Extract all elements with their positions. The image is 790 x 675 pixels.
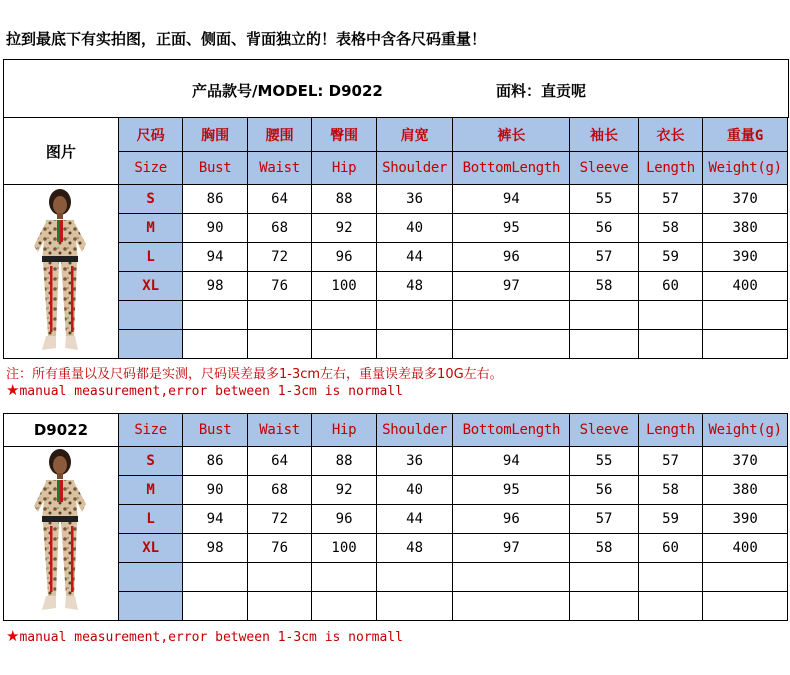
model-label: D9022: [4, 414, 119, 447]
header-cn-4: 肩宽: [376, 118, 453, 152]
size-cell: L: [118, 243, 182, 272]
value-cell: 76: [247, 272, 311, 301]
value-cell: 100: [312, 534, 376, 563]
size-table-2: [3, 413, 788, 621]
value-cell: [183, 563, 247, 592]
value-cell: [703, 592, 788, 621]
value-cell: 58: [570, 272, 639, 301]
size-cell: [118, 563, 182, 592]
header-en-0: Size: [118, 152, 182, 185]
table-row: [4, 243, 788, 272]
value-cell: 88: [312, 185, 376, 214]
header-en-1: Bust: [183, 152, 247, 185]
value-cell: 96: [312, 243, 376, 272]
header-en-3: Hip: [312, 152, 376, 185]
value-cell: 94: [453, 447, 570, 476]
value-cell: 57: [638, 447, 702, 476]
value-cell: 370: [703, 447, 788, 476]
value-cell: 94: [453, 185, 570, 214]
value-cell: 55: [570, 185, 639, 214]
value-cell: 96: [312, 505, 376, 534]
value-cell: 36: [376, 447, 453, 476]
star-icon: ★: [6, 381, 20, 399]
header2-en-1: Bust: [183, 414, 247, 447]
value-cell: 97: [453, 534, 570, 563]
table-row: [4, 476, 788, 505]
table-row: [4, 563, 788, 592]
value-cell: 68: [247, 476, 311, 505]
value-cell: [376, 592, 453, 621]
value-cell: [183, 592, 247, 621]
table-row: [4, 592, 788, 621]
value-cell: 94: [183, 505, 247, 534]
value-cell: [638, 592, 702, 621]
value-cell: 88: [312, 447, 376, 476]
value-cell: 58: [638, 214, 702, 243]
header2-en-4: Shoulder: [376, 414, 453, 447]
value-cell: 96: [453, 505, 570, 534]
value-cell: [312, 592, 376, 621]
value-cell: [453, 301, 570, 330]
value-cell: [247, 563, 311, 592]
model-number: 产品款号/MODEL: D9022: [192, 82, 383, 100]
value-cell: [453, 563, 570, 592]
value-cell: [570, 301, 639, 330]
value-cell: 98: [183, 272, 247, 301]
value-cell: 400: [703, 272, 788, 301]
header-cn-3: 臀围: [312, 118, 376, 152]
value-cell: [703, 301, 788, 330]
value-cell: 400: [703, 534, 788, 563]
value-cell: 48: [376, 272, 453, 301]
value-cell: 380: [703, 476, 788, 505]
value-cell: [183, 330, 247, 359]
value-cell: [570, 563, 639, 592]
header-en-7: Length: [638, 152, 702, 185]
value-cell: [638, 563, 702, 592]
value-cell: 64: [247, 185, 311, 214]
value-cell: 96: [453, 243, 570, 272]
value-cell: [570, 592, 639, 621]
size-table-1: [3, 117, 788, 359]
value-cell: 57: [570, 243, 639, 272]
header-cn-8: 重量G: [703, 118, 788, 152]
table-row: [4, 185, 788, 214]
value-cell: 57: [638, 185, 702, 214]
header2-en-6: Sleeve: [570, 414, 639, 447]
header-cn-5: 裤长: [453, 118, 570, 152]
value-cell: [183, 301, 247, 330]
value-cell: 380: [703, 214, 788, 243]
size-cell: XL: [118, 534, 182, 563]
value-cell: 72: [247, 505, 311, 534]
header-en-5: BottomLength: [453, 152, 570, 185]
value-cell: 98: [183, 534, 247, 563]
note-cn-text: 注：所有重量以及尺码都是实测，尺码误差最多1-3cm左右，重量误差最多10G左右。: [6, 367, 503, 382]
value-cell: [703, 330, 788, 359]
value-cell: 56: [570, 476, 639, 505]
table-row: [4, 214, 788, 243]
header-en-2: Waist: [247, 152, 311, 185]
value-cell: 60: [638, 534, 702, 563]
table-row: [4, 534, 788, 563]
value-cell: 94: [183, 243, 247, 272]
value-cell: [247, 301, 311, 330]
value-cell: 40: [376, 214, 453, 243]
value-cell: 95: [453, 476, 570, 505]
note-en-text: manual measurement,error between 1-3cm is normall: [19, 384, 403, 399]
value-cell: 44: [376, 505, 453, 534]
size-cell: L: [118, 505, 182, 534]
header-en-6: Sleeve: [570, 152, 639, 185]
value-cell: 86: [183, 447, 247, 476]
header-cn-2: 腰围: [247, 118, 311, 152]
value-cell: 100: [312, 272, 376, 301]
value-cell: 86: [183, 185, 247, 214]
header2-en-8: Weight(g): [703, 414, 788, 447]
image-column-label: 图片: [4, 118, 119, 185]
header2-en-7: Length: [638, 414, 702, 447]
value-cell: [453, 592, 570, 621]
note-english: [6, 381, 403, 399]
header-cn-7: 衣长: [638, 118, 702, 152]
size-cell: [118, 301, 182, 330]
size-cell: M: [118, 214, 182, 243]
table-row: [4, 272, 788, 301]
header-en-4: Shoulder: [376, 152, 453, 185]
value-cell: 56: [570, 214, 639, 243]
value-cell: [376, 330, 453, 359]
value-cell: [312, 330, 376, 359]
header-en-8: Weight(g): [703, 152, 788, 185]
value-cell: 97: [453, 272, 570, 301]
table-row: [4, 330, 788, 359]
header2-en-3: Hip: [312, 414, 376, 447]
star-icon: ★: [6, 627, 20, 645]
table-row: [4, 301, 788, 330]
value-cell: 95: [453, 214, 570, 243]
note-chinese: [6, 363, 503, 382]
size-cell: S: [118, 185, 182, 214]
value-cell: 59: [638, 243, 702, 272]
value-cell: 59: [638, 505, 702, 534]
value-cell: 40: [376, 476, 453, 505]
table-row: [4, 447, 788, 476]
value-cell: 60: [638, 272, 702, 301]
value-cell: 370: [703, 185, 788, 214]
value-cell: 72: [247, 243, 311, 272]
value-cell: 90: [183, 476, 247, 505]
value-cell: [247, 330, 311, 359]
value-cell: [376, 301, 453, 330]
top-banner: 拉到最底下有实拍图，正面、侧面、背面独立的！表格中含各尺码重量！: [6, 30, 487, 48]
table-row: [4, 505, 788, 534]
note-english-2: [6, 627, 403, 645]
header2-en-5: BottomLength: [453, 414, 570, 447]
value-cell: 58: [638, 476, 702, 505]
value-cell: [376, 563, 453, 592]
value-cell: [312, 301, 376, 330]
model-photo-1: [12, 186, 112, 356]
value-cell: 92: [312, 214, 376, 243]
value-cell: 90: [183, 214, 247, 243]
model-photo-2: [12, 446, 112, 616]
value-cell: [638, 301, 702, 330]
value-cell: [247, 592, 311, 621]
value-cell: [703, 563, 788, 592]
value-cell: [453, 330, 570, 359]
value-cell: 44: [376, 243, 453, 272]
size-cell: M: [118, 476, 182, 505]
size-cell: XL: [118, 272, 182, 301]
value-cell: [570, 330, 639, 359]
value-cell: 58: [570, 534, 639, 563]
note-en-text-2: manual measurement,error between 1-3cm is normall: [19, 630, 403, 645]
value-cell: 36: [376, 185, 453, 214]
fabric-info: 面料：直贡呢: [496, 82, 587, 100]
size-cell: S: [118, 447, 182, 476]
header2-en-2: Waist: [247, 414, 311, 447]
header-cn-1: 胸围: [183, 118, 247, 152]
size-cell: [118, 592, 182, 621]
value-cell: 92: [312, 476, 376, 505]
value-cell: 76: [247, 534, 311, 563]
value-cell: 48: [376, 534, 453, 563]
size-cell: [118, 330, 182, 359]
value-cell: [638, 330, 702, 359]
header-cn-0: 尺码: [118, 118, 182, 152]
value-cell: 390: [703, 243, 788, 272]
value-cell: [312, 563, 376, 592]
header2-en-0: Size: [118, 414, 182, 447]
value-cell: 55: [570, 447, 639, 476]
product-header: [3, 59, 789, 118]
header-cn-6: 袖长: [570, 118, 639, 152]
value-cell: 64: [247, 447, 311, 476]
value-cell: 57: [570, 505, 639, 534]
value-cell: 390: [703, 505, 788, 534]
value-cell: 68: [247, 214, 311, 243]
